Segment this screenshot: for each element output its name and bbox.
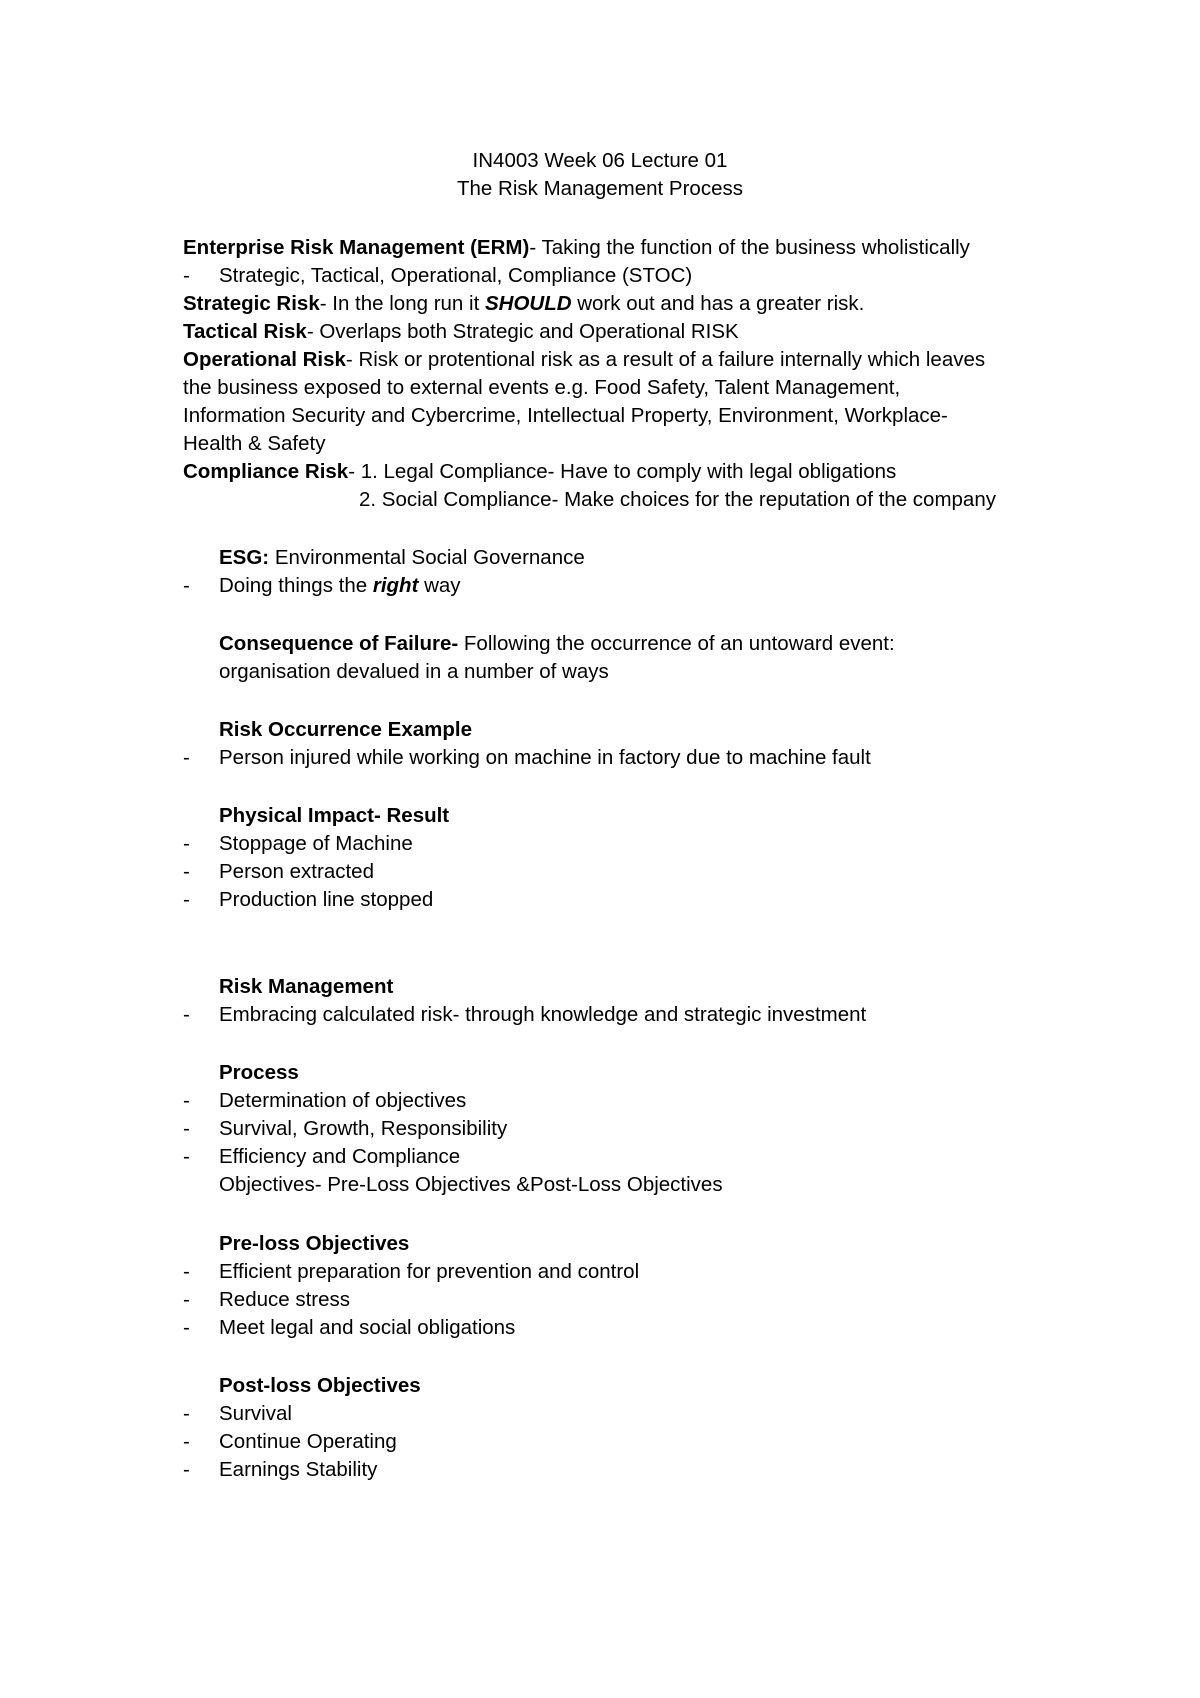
- dash-marker: -: [183, 1117, 190, 1140]
- dash-marker: -: [183, 1316, 190, 1339]
- esg-bullet-before: Doing things the: [219, 574, 373, 597]
- esg-text: Environmental Social Governance: [269, 546, 585, 569]
- consequence-line-1: Following the occurrence of an untoward event:: [458, 632, 895, 655]
- esg-bullet-emphasis: right: [372, 574, 419, 597]
- erm-text: - Taking the function of the business wholistically: [529, 236, 970, 259]
- esg-label: ESG:: [219, 546, 270, 569]
- erm-definition: [183, 234, 970, 262]
- compliance-line-1: - 1. Legal Compliance- Have to comply with legal obligations: [348, 460, 897, 483]
- dash-marker: -: [183, 1430, 190, 1453]
- preloss-heading: Pre-loss Objectives: [219, 1232, 410, 1255]
- erm-label: Enterprise Risk Management (ERM): [183, 236, 530, 259]
- consequence-label: Consequence of Failure-: [219, 632, 459, 655]
- process-note: Objectives- Pre-Loss Objectives &Post-Loss Objectives: [219, 1173, 723, 1196]
- strategic-emphasis: SHOULD: [484, 292, 572, 315]
- physical-impact-heading: Physical Impact- Result: [219, 804, 450, 827]
- dash-marker: -: [183, 1260, 190, 1283]
- operational-line-4: Health & Safety: [183, 432, 326, 455]
- list-item-text: Survival, Growth, Responsibility: [219, 1117, 508, 1140]
- dash-marker: -: [183, 888, 190, 911]
- operational-line-1: - Risk or protentional risk as a result of a failure internally which leaves: [345, 348, 986, 371]
- tactical-risk-definition: [183, 318, 739, 346]
- list-item-text: Meet legal and social obligations: [219, 1316, 516, 1339]
- dash-marker: -: [183, 1402, 190, 1425]
- dash-marker: -: [183, 860, 190, 883]
- operational-risk-definition: [183, 346, 985, 374]
- erm-bullet-text: Strategic, Tactical, Operational, Compliance (STOC): [219, 264, 693, 287]
- compliance-risk-definition: [183, 458, 896, 486]
- list-item-text: Continue Operating: [219, 1430, 397, 1453]
- list-item-text: Person extracted: [219, 860, 374, 883]
- list-item-text: Survival: [219, 1402, 292, 1425]
- dash-marker: -: [183, 264, 190, 287]
- compliance-line-2: 2. Social Compliance- Make choices for the reputation of the company: [359, 488, 996, 511]
- operational-label: Operational Risk: [183, 348, 346, 371]
- dash-marker: -: [183, 1089, 190, 1112]
- list-item-text: Determination of objectives: [219, 1089, 467, 1112]
- dash-marker: -: [183, 574, 190, 597]
- esg-heading: [219, 544, 585, 572]
- esg-bullet-after: way: [418, 574, 461, 597]
- dash-marker: -: [183, 1003, 190, 1026]
- tactical-label: Tactical Risk: [183, 320, 307, 343]
- list-item-text: Embracing calculated risk- through knowledge and strategic investment: [219, 1003, 867, 1026]
- dash-marker: -: [183, 746, 190, 769]
- dash-marker: -: [183, 1145, 190, 1168]
- esg-bullet-text: [219, 572, 461, 600]
- strategic-text-after: work out and has a greater risk.: [571, 292, 865, 315]
- list-item-text: Earnings Stability: [219, 1458, 378, 1481]
- strategic-label: Strategic Risk: [183, 292, 320, 315]
- consequence-definition: [219, 630, 895, 658]
- consequence-line-2: organisation devalued in a number of ways: [219, 660, 609, 683]
- list-item-text: Reduce stress: [219, 1288, 351, 1311]
- operational-line-3: Information Security and Cybercrime, Intellectual Property, Environment, Workplace-: [183, 404, 948, 427]
- strategic-text-before: - In the long run it: [319, 292, 485, 315]
- dash-marker: -: [183, 1288, 190, 1311]
- risk-management-heading: Risk Management: [219, 975, 394, 998]
- occurrence-heading: Risk Occurrence Example: [219, 718, 472, 741]
- list-item-text: Efficiency and Compliance: [219, 1145, 461, 1168]
- postloss-heading: Post-loss Objectives: [219, 1374, 421, 1397]
- operational-line-2: the business exposed to external events e.g. Food Safety, Talent Management,: [183, 376, 901, 399]
- course-line: IN4003 Week 06 Lecture 01: [472, 149, 728, 172]
- list-item-text: Person injured while working on machine in factory due to machine fault: [219, 746, 871, 769]
- tactical-text: - Overlaps both Strategic and Operational RISK: [306, 320, 739, 343]
- dash-marker: -: [183, 832, 190, 855]
- dash-marker: -: [183, 1458, 190, 1481]
- list-item-text: Efficient preparation for prevention and control: [219, 1260, 640, 1283]
- strategic-risk-definition: [183, 290, 864, 318]
- list-item-text: Stoppage of Machine: [219, 832, 413, 855]
- list-item-text: Production line stopped: [219, 888, 434, 911]
- process-heading: Process: [219, 1061, 299, 1084]
- compliance-label: Compliance Risk: [183, 460, 349, 483]
- page-title: The Risk Management Process: [457, 177, 743, 200]
